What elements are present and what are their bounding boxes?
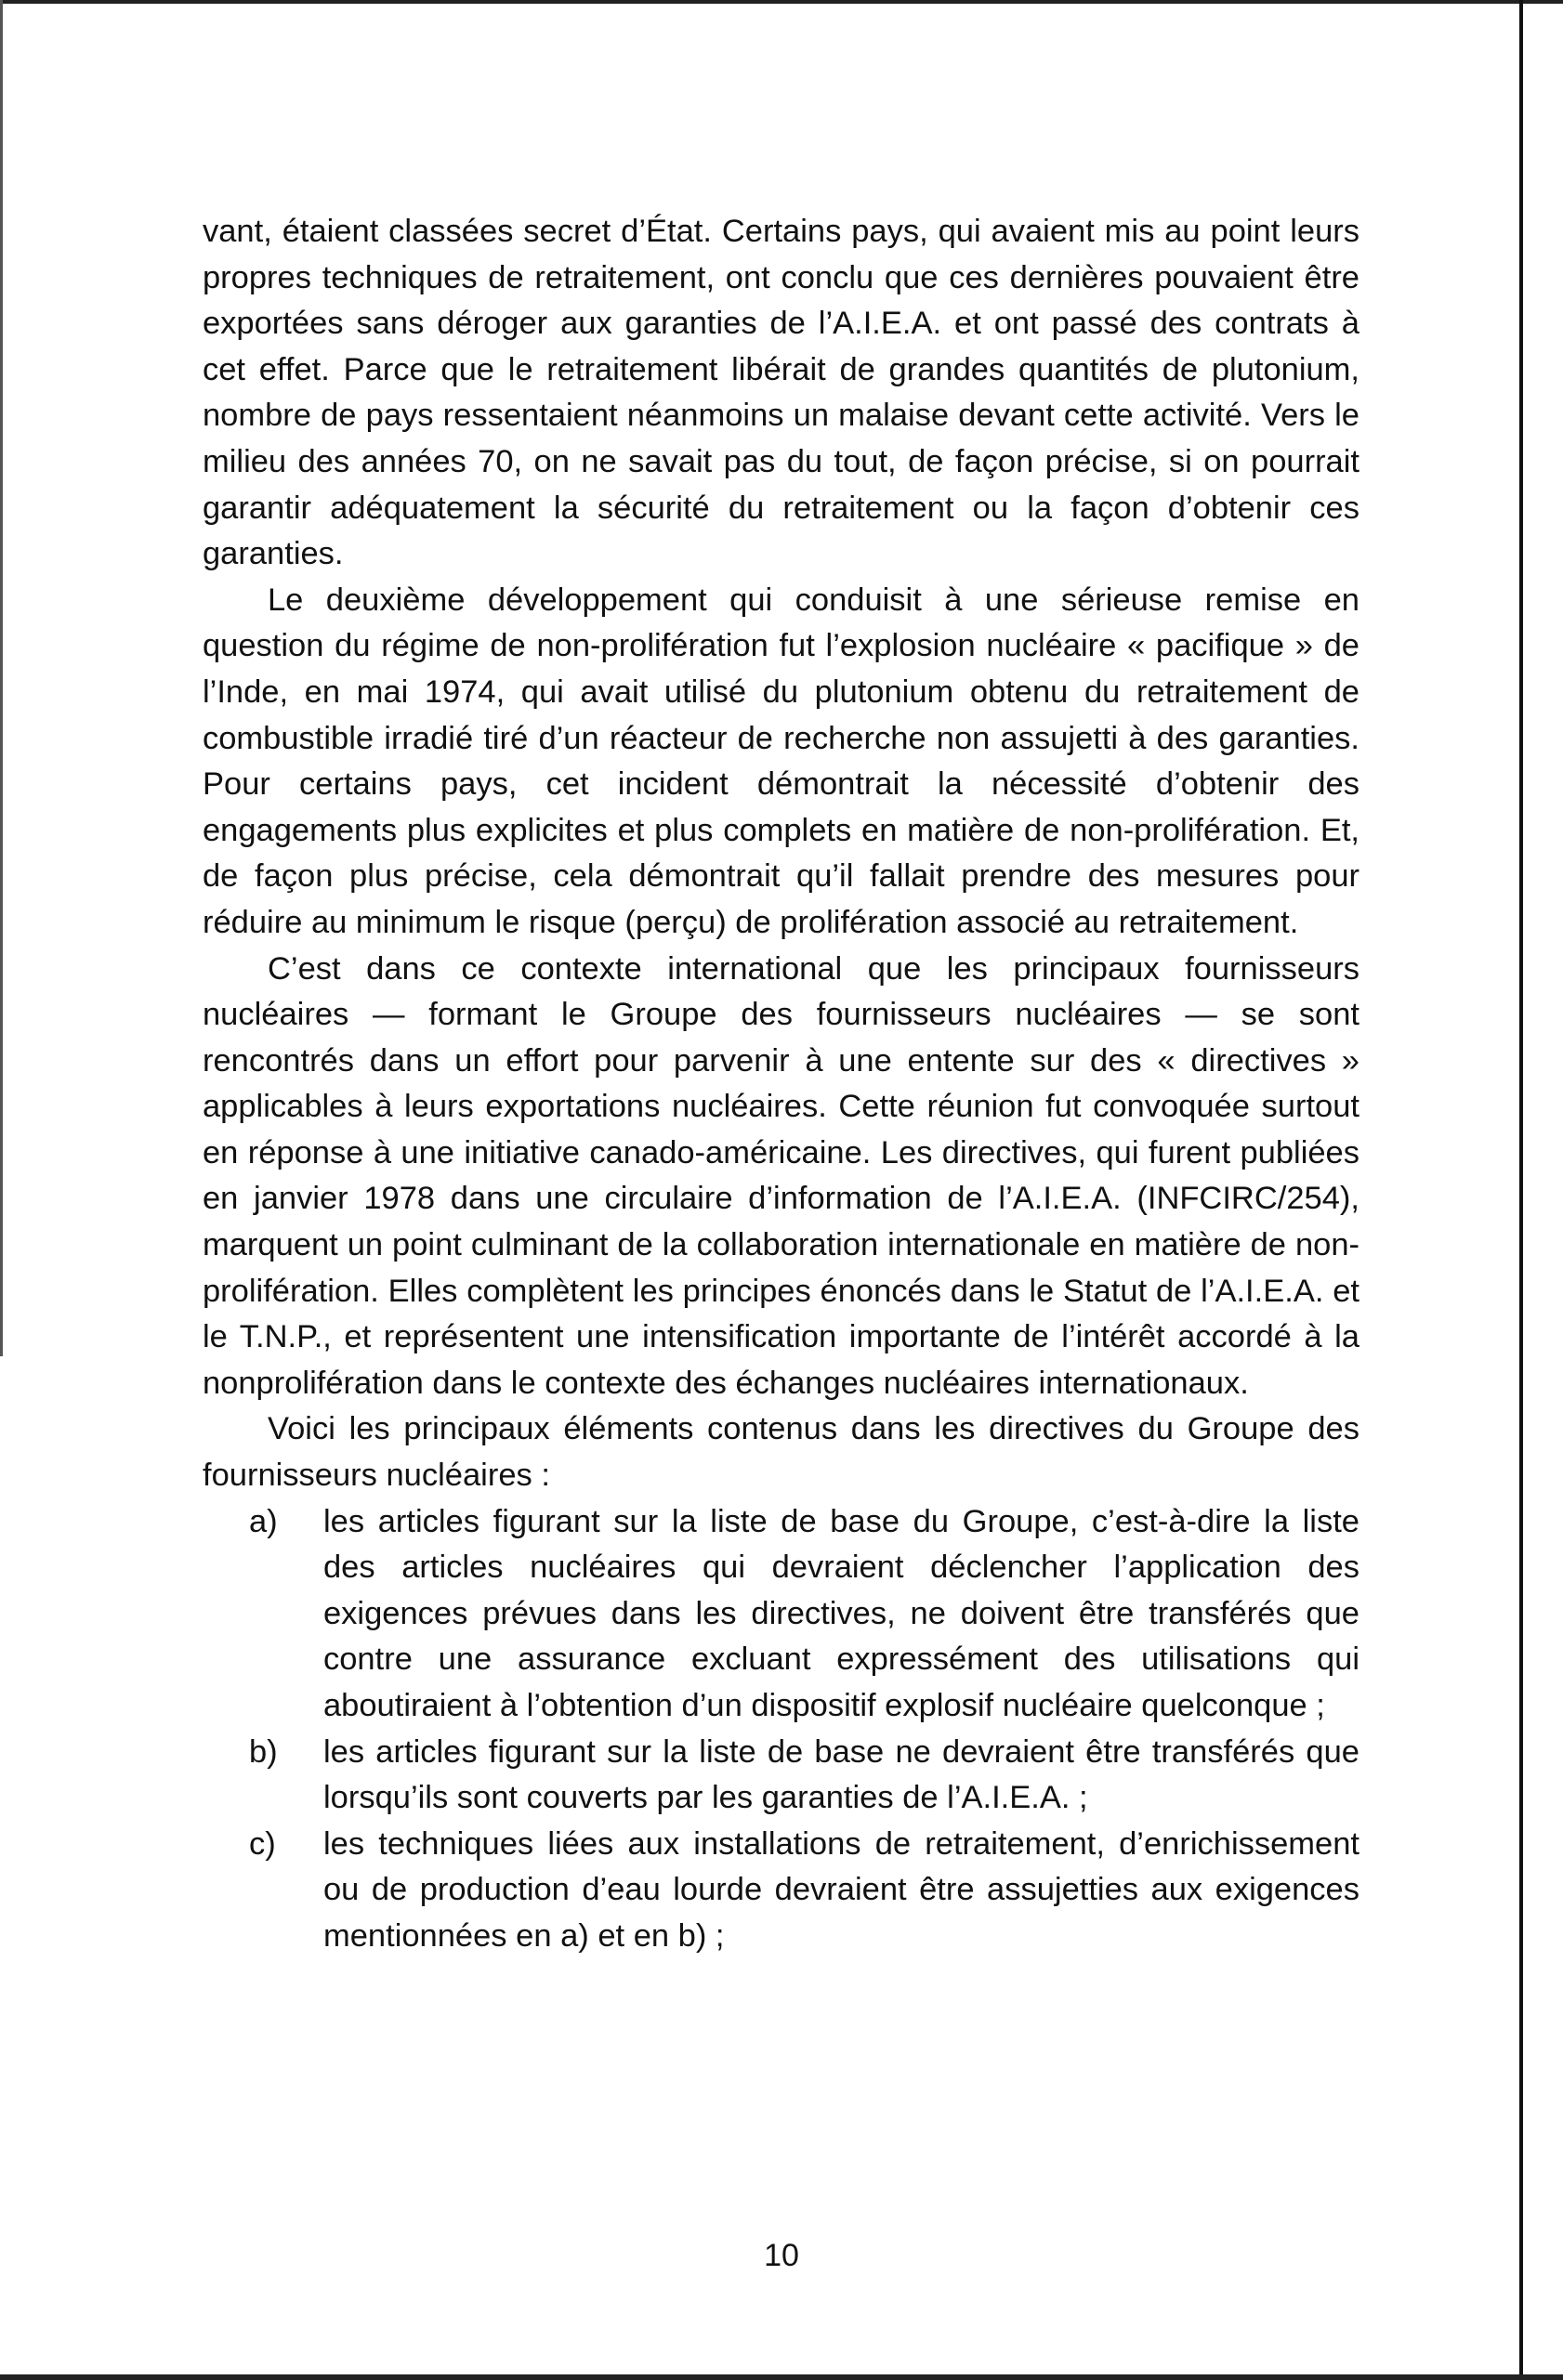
page-edge-right xyxy=(1519,0,1523,2380)
list-item-marker: b) xyxy=(249,1733,278,1770)
list-item xyxy=(203,1499,1359,1730)
list-item xyxy=(203,1730,1359,1822)
page-edge-bottom xyxy=(0,2374,1563,2380)
list-item xyxy=(203,1822,1359,1960)
page-edge-left xyxy=(0,0,3,1356)
paragraph-list-intro: Voici les principaux éléments contenus dans les directives du Groupe des fournisseurs nucléaires : xyxy=(203,1411,1359,1494)
paragraph-india-explosion: Le deuxième développement qui conduisit à une sérieuse remise en question du régime de non-prolifération fut l’explosion nucléaire « pacifique » de l’Inde, en mai 1974, qui avait utilisé du plutonium obtenu du retraitement de combustible irradié tiré d’un réacteur de recherche non assujetti à des garanties. Pour certains pays, cet incident démontrait la nécessité d’obtenir des engagements plus explicites et plus complets en matière de non-prolifération. Et, de façon plus précise, cela démontrait qu’il fallait prendre des mesures pour réduire au minimum le risque (perçu) de prolifération associé au retraitement. xyxy=(203,582,1359,940)
list-item-marker: c) xyxy=(249,1825,276,1862)
list-item-text: les articles figurant sur la liste de base ne devraient être transférés que lorsqu’ils sont couverts par les garanties de l’A.I.E.A. ; xyxy=(323,1733,1359,1816)
list-item-marker: a) xyxy=(249,1503,278,1539)
page-number: 10 xyxy=(764,2238,799,2273)
paragraph-continued: vant, étaient classées secret d’État. Certains pays, qui avaient mis au point leurs propres techniques de retraitement, ont conclu que ces dernières pouvaient être exportées sans déroger aux garanties de l’A.I.E.A. et ont passé des contrats à cet effet. Parce que le retraitement libérait de grandes quantités de plutonium, nombre de pays ressentaient néanmoins un malaise devant cette activité. Vers le milieu des années 70, on ne savait pas du tout, de façon précise, si on pourrait garantir adéquatement la sécurité du retraitement ou la façon d’obtenir ces garanties. xyxy=(203,214,1359,572)
page-edge-top xyxy=(0,0,1563,4)
list-item-text: les articles figurant sur la liste de base du Groupe, c’est-à-dire la liste des articles nucléaires qui devraient déclencher l’application des exigences prévues dans les directives, ne doivent être transférés que contre une assurance excluant expressément des utilisations qui aboutiraient à l’obtention d’un dispositif explosif nucléaire quelconque ; xyxy=(323,1503,1359,1723)
page-body xyxy=(203,209,1359,1960)
paragraph-suppliers-group: C’est dans ce contexte international que les principaux fournisseurs nucléaires — formant le Groupe des fournisseurs nucléaires — se sont rencontrés dans un effort pour parvenir à une entente sur des « directives » applicables à leurs exportations nucléaires. Cette réunion fut convoquée surtout en réponse à une initiative canado-américaine. Les directives, qui furent publiées en janvier 1978 dans une circulaire d’information de l’A.I.E.A. (INFCIRC/254), marquent un point culminant de la collaboration internationale en matière de non-prolifération. Elles complètent les principes énoncés dans le Statut de l’A.I.E.A. et le T.N.P., et représentent une intensification importante de l’intérêt accordé à la nonprolifération dans le contexte des échanges nucléaires internationaux. xyxy=(203,950,1359,1401)
list-item-text: les techniques liées aux installations de retraitement, d’enrichissement ou de production d’eau lourde devraient être assujetties aux exigences mentionnées en a) et en b) ; xyxy=(323,1825,1359,1954)
directives-list xyxy=(203,1499,1359,1960)
